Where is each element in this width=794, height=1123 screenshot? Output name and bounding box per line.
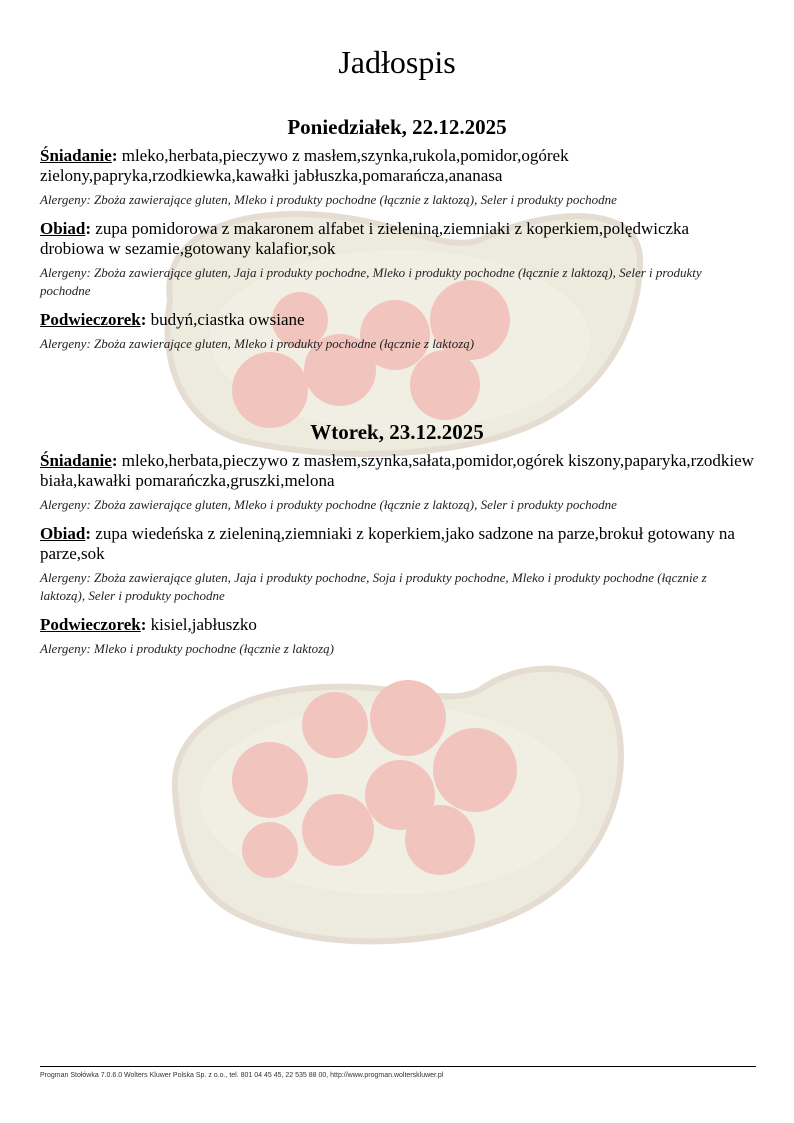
meal-description: zupa pomidorowa z makaronem alfabet i zieleniną,ziemniaki z koperkiem,polędwiczka drobiowa w sezamie,gotowany kalafior,sok [40, 219, 690, 258]
meal-colon: : [111, 451, 118, 470]
meal-description: budyń,ciastka owsiane [146, 310, 305, 329]
meal-label: Obiad [40, 524, 86, 543]
meal-colon: : [140, 310, 147, 329]
meal-label: Śniadanie [40, 451, 112, 470]
day-heading: Wtorek, 23.12.2025 [310, 420, 484, 444]
document-title: Jadłospis [338, 44, 456, 80]
meal-colon: : [140, 615, 147, 634]
footer-divider [40, 1066, 756, 1067]
allergens-text: Alergeny: Zboża zawierające gluten, Mleko i produkty pochodne (łącznie z laktozą), Seler i produkty pochodne [40, 497, 617, 512]
meal-line [40, 219, 754, 259]
meal-description: mleko,herbata,pieczywo z masłem,szynka,rukola,pomidor,ogórek zielony,papryka,rzodkiewka,kawałki jabłuszka,pomarańcza,ananasa [40, 146, 569, 185]
day-heading: Poniedziałek, 22.12.2025 [287, 115, 507, 139]
meal-line [40, 310, 754, 330]
meal-description: mleko,herbata,pieczywo z masłem,szynka,sałata,pomidor,ogórek kiszony,paparyka,rzodkiew biała,kawałki pomarańczka,gruszki,melona [40, 451, 754, 490]
meal-colon: : [111, 146, 118, 165]
meal-snack [40, 310, 754, 353]
meal-label: Podwieczorek [40, 310, 141, 329]
meal-description: zupa wiedeńska z zieleniną,ziemniaki z koperkiem,jako sadzone na parze,brokuł gotowany na parze,sok [40, 524, 735, 563]
allergens-text: Alergeny: Mleko i produkty pochodne (łącznie z laktozą) [40, 641, 334, 656]
meal-description: kisiel,jabłuszko [146, 615, 257, 634]
meal-line [40, 524, 754, 564]
allergens-text: Alergeny: Zboża zawierające gluten, Mleko i produkty pochodne (łącznie z laktozą) [40, 336, 475, 351]
meal-label: Śniadanie [40, 146, 112, 165]
meal-colon: : [85, 524, 92, 543]
meal-colon: : [85, 219, 92, 238]
day-section-tuesday [40, 419, 754, 668]
day-section-monday [40, 114, 754, 363]
footer-text: Progman Stołówka 7.0.6.0 Wolters Kluwer Polska Sp. z o.o., tel. 801 04 45 45, 22 535 88 00, http://www.progman.wolterskluwer.pl [40, 1072, 444, 1079]
meal-line [40, 146, 754, 186]
meal-label: Podwieczorek [40, 615, 141, 634]
meal-label: Obiad [40, 219, 86, 238]
allergens-text: Alergeny: Zboża zawierające gluten, Mleko i produkty pochodne (łącznie z laktozą), Seler i produkty pochodne [40, 192, 617, 207]
meal-breakfast [40, 451, 754, 514]
allergens-text: Alergeny: Zboża zawierające gluten, Jaja i produkty pochodne, Mleko i produkty pochodne (łącznie z laktozą), Seler i produkty pochodne [40, 265, 702, 298]
meal-breakfast [40, 146, 754, 209]
meal-line [40, 615, 754, 635]
meal-lunch [40, 524, 754, 605]
allergens-text: Alergeny: Zboża zawierające gluten, Jaja i produkty pochodne, Soja i produkty pochodne, Mleko i produkty pochodne (łącznie z laktozą), Seler i produkty pochodne [40, 570, 707, 603]
meal-line [40, 451, 754, 491]
meal-snack [40, 615, 754, 658]
meal-lunch [40, 219, 754, 300]
